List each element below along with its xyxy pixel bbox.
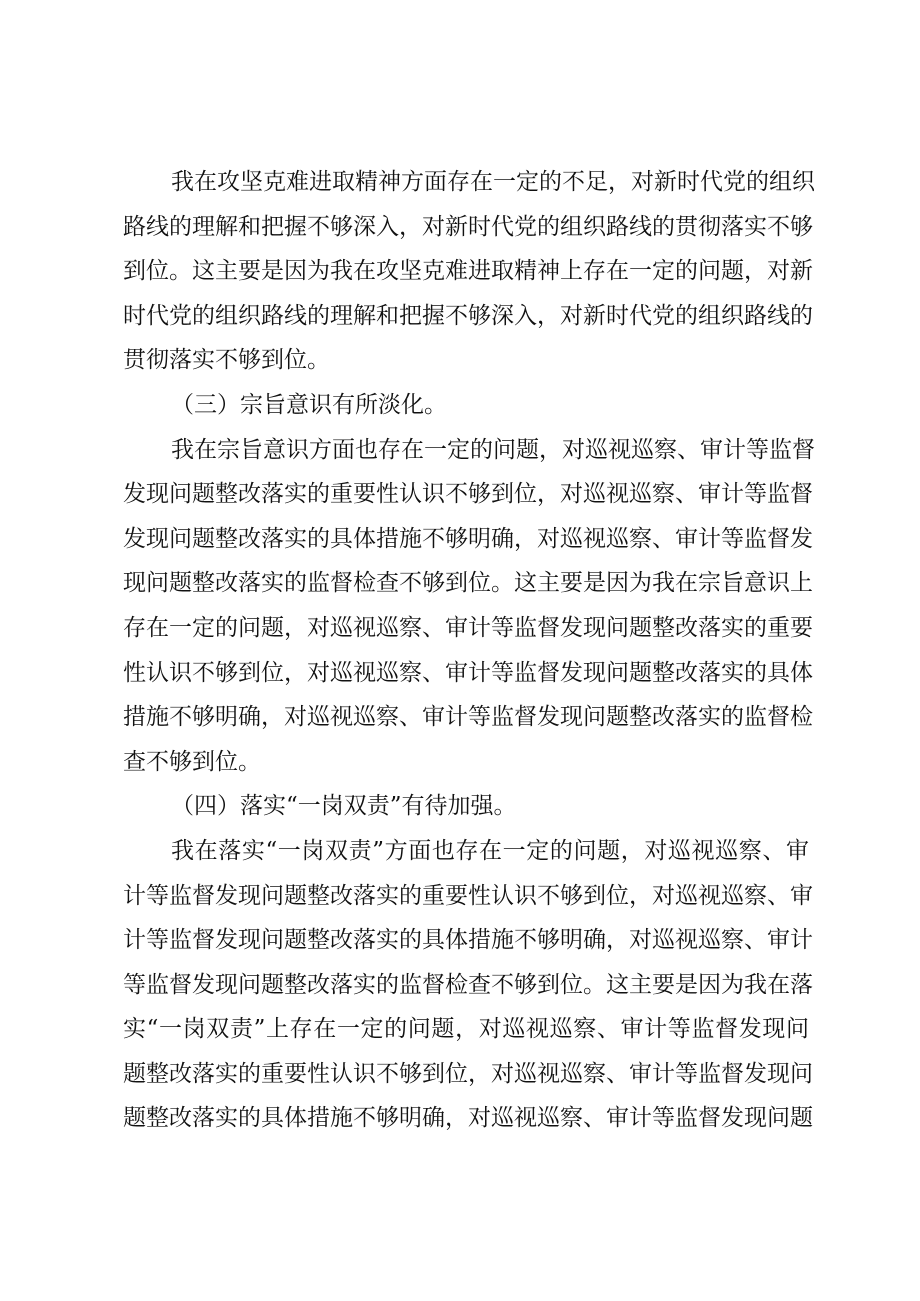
text-line: 实“一岗双责”上存在一定的问题，对巡视巡察、审计等监督发现问 — [123, 1016, 809, 1043]
text-line: 时代党的组织路线的理解和把握不够深入，对新时代党的组织路线的 — [123, 302, 813, 329]
text-line: 路线的理解和把握不够深入，对新时代党的组织路线的贯彻落实不够 — [123, 213, 813, 240]
section-heading-3 — [123, 383, 809, 428]
heading-text: （四）落实“一岗双责”有待加强。 — [171, 793, 517, 820]
text-line: 性认识不够到位，对巡视巡察、审计等监督发现问题整改落实的具体 — [123, 659, 813, 686]
text-line: 到位。这主要是因为我在攻坚克难进取精神上存在一定的问题，对新 — [123, 258, 813, 285]
text-line: 计等监督发现问题整改落实的重要性认识不够到位，对巡视巡察、审 — [123, 882, 813, 909]
text-line: 措施不够明确，对巡视巡察、审计等监督发现问题整改落实的监督检 — [123, 704, 813, 731]
text-line: 现问题整改落实的监督检查不够到位。这主要是因为我在宗旨意识上 — [123, 570, 813, 597]
paragraph-organization-line — [123, 160, 815, 383]
text-line: 贯彻落实不够到位。 — [123, 347, 330, 374]
text-line: 题整改落实的具体措施不够明确，对巡视巡察、审计等监督发现问题 — [123, 1105, 813, 1132]
document-body — [123, 160, 815, 1141]
text-line: 存在一定的问题，对巡视巡察、审计等监督发现问题整改落实的重要 — [123, 614, 813, 641]
heading-text: （三）宗旨意识有所淡化。 — [171, 391, 447, 418]
section-heading-4 — [123, 784, 809, 829]
text-line: 题整改落实的重要性认识不够到位，对巡视巡察、审计等监督发现问 — [123, 1060, 813, 1087]
paragraph-one-post-dual-duty — [123, 829, 813, 1141]
text-line: 发现问题整改落实的具体措施不够明确，对巡视巡察、审计等监督发 — [123, 525, 813, 552]
text-line: 我在宗旨意识方面也存在一定的问题，对巡视巡察、审计等监督 — [171, 436, 815, 463]
text-line: 发现问题整改落实的重要性认识不够到位，对巡视巡察、审计等监督 — [123, 481, 813, 508]
text-line: 查不够到位。 — [123, 748, 261, 775]
text-line: 计等监督发现问题整改落实的具体措施不够明确，对巡视巡察、审计 — [123, 927, 813, 954]
text-line: 我在落实“一岗双责”方面也存在一定的问题，对巡视巡察、审 — [171, 837, 809, 864]
paragraph-purpose-awareness — [123, 428, 815, 785]
text-line: 我在攻坚克难进取精神方面存在一定的不足，对新时代党的组织 — [171, 169, 815, 195]
text-line: 等监督发现问题整改落实的监督检查不够到位。这主要是因为我在落 — [123, 971, 813, 998]
